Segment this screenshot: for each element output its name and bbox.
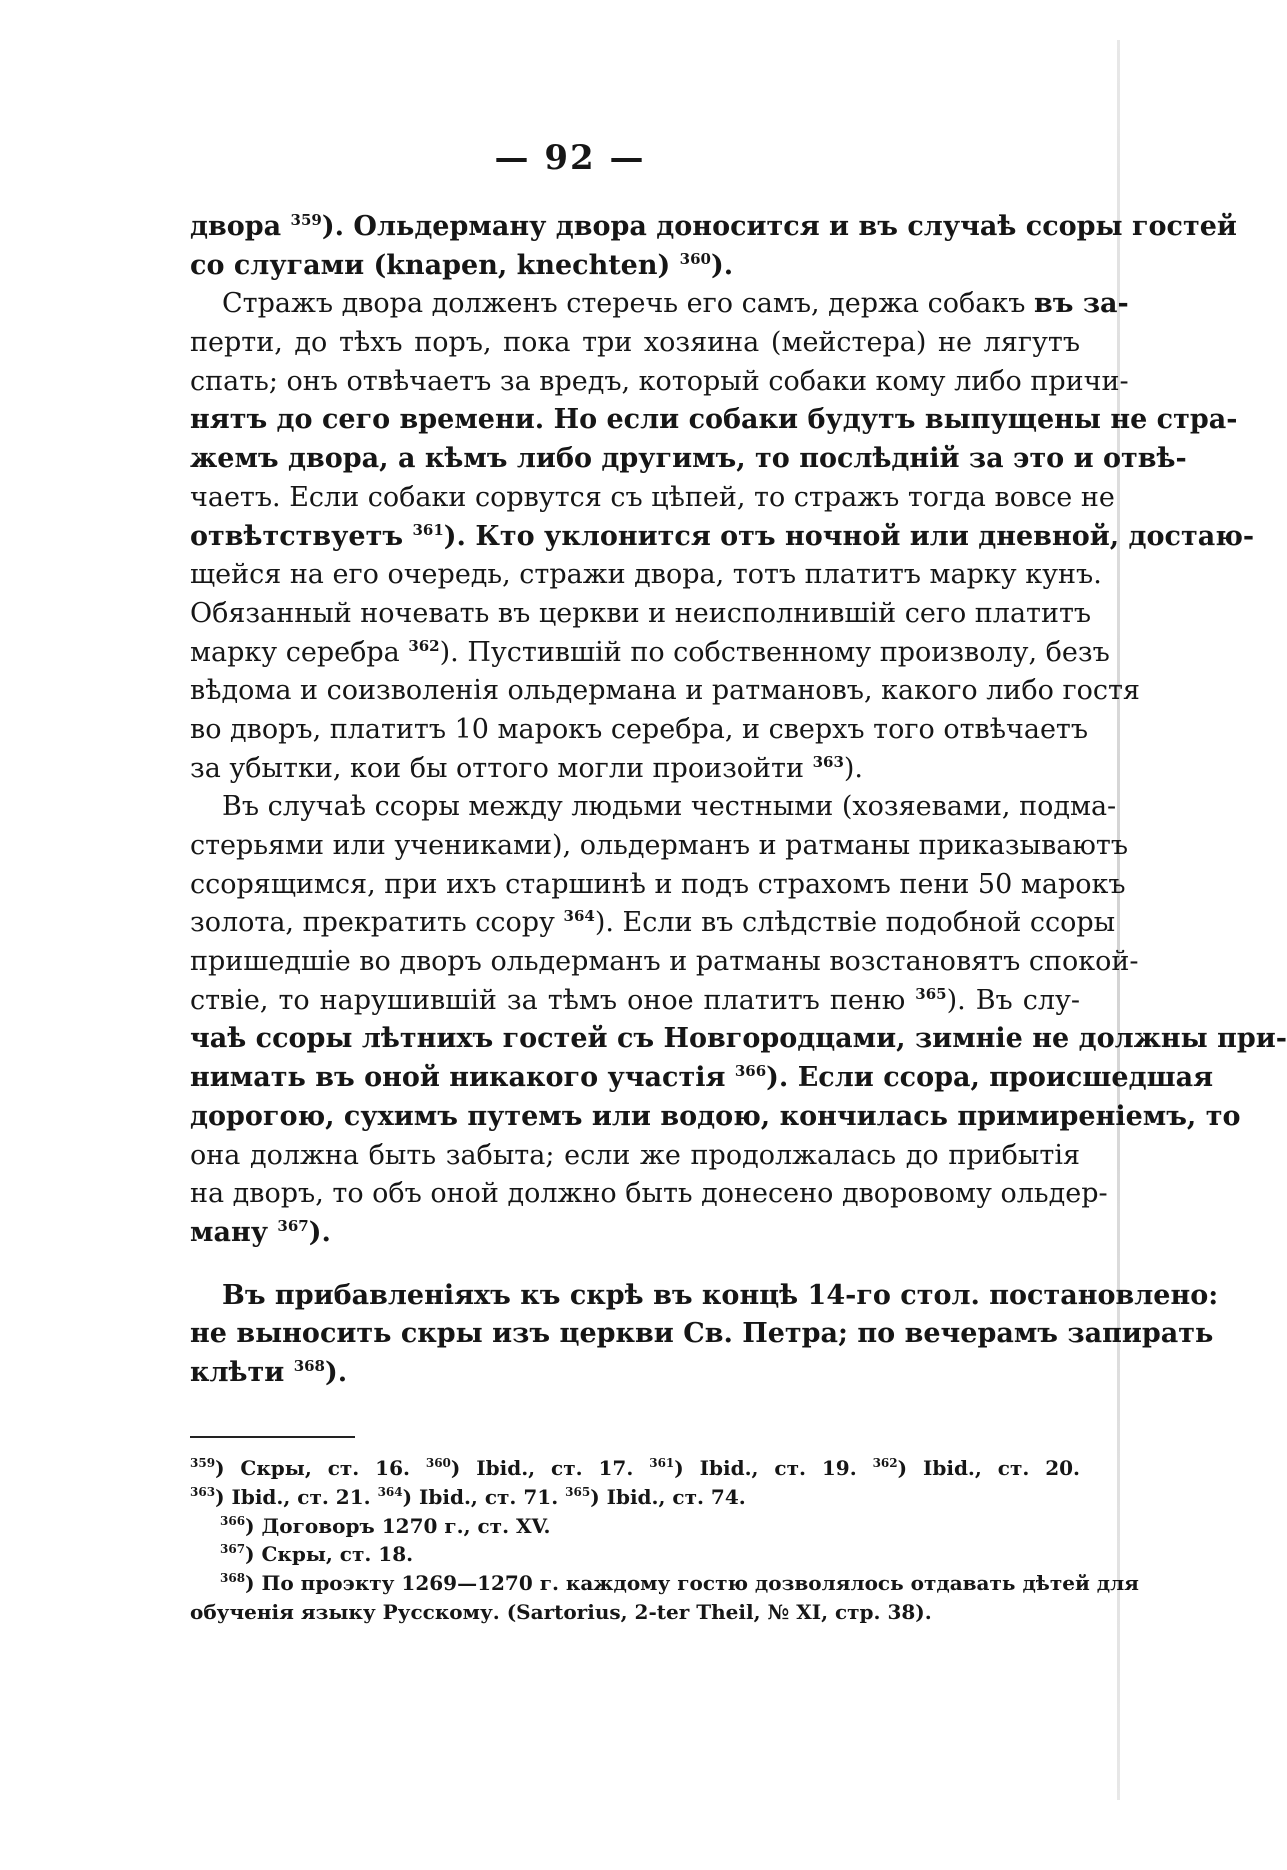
text-segment: ссорящимся, при ихъ старшинѣ и подъ страхомъ пени 50 марокъ xyxy=(190,868,1126,900)
text-line xyxy=(190,1020,1287,1059)
footnote-marker: 364 xyxy=(563,907,595,926)
text-segment: въ за- xyxy=(1033,288,1129,320)
footnote-marker: 363 xyxy=(812,752,844,771)
text-segment: ). xyxy=(308,1216,331,1248)
footnote-marker: 367 xyxy=(277,1216,309,1235)
text-line xyxy=(190,943,1139,982)
text-line xyxy=(190,904,1116,943)
footnote-marker: 361 xyxy=(412,520,444,539)
text-segment: жемъ двора, а кѣмъ либо другимъ, то послѣдній за это и отвѣ- xyxy=(190,443,1187,475)
text-line xyxy=(190,1214,1080,1253)
text-line xyxy=(190,1315,1214,1354)
text-line xyxy=(190,595,1092,634)
text-line xyxy=(190,556,1102,595)
text-segment: чаѣ ссоры лѣтнихъ гостей съ Новгородцами, зимніе не должны при- xyxy=(190,1023,1287,1055)
footnote-marker: 360 xyxy=(679,249,711,268)
text-line xyxy=(190,1098,1241,1137)
text-line xyxy=(190,324,1080,363)
footnote-marker: 359 xyxy=(290,211,322,229)
text-line xyxy=(190,1137,1080,1176)
text-segment: ) Ibid., ст. 71. xyxy=(402,1484,566,1509)
text-segment: Обязанный ночевать въ церкви и неисполнившій сего платитъ xyxy=(190,597,1092,629)
text-segment: ) Ibid., ст. 19. xyxy=(674,1456,873,1480)
text-line xyxy=(190,1175,1108,1214)
text-segment: ) Договоръ 1270 г., ст. XV. xyxy=(245,1513,551,1538)
page-number: — 92 — xyxy=(494,138,646,178)
footnote-marker: 365 xyxy=(915,984,947,1003)
paragraph-gap xyxy=(190,1253,1080,1277)
footnote-divider xyxy=(190,1436,355,1438)
footnote-marker: 359 xyxy=(190,1456,216,1470)
text-segment: ). Если ссора, происшедшая xyxy=(766,1062,1214,1094)
text-segment: вѣдома и соизволенія ольдермана и ратмановъ, какого либо гостя xyxy=(190,675,1140,707)
text-segment: ) Скры, ст. 16. xyxy=(215,1456,426,1480)
footnote-marker: 364 xyxy=(377,1484,403,1499)
text-segment: ). Если въ слѣдствіе подобной ссоры xyxy=(594,907,1116,939)
text-segment: на дворъ, то объ оной должно быть донесено дворовому ольдер- xyxy=(190,1178,1108,1210)
text-segment: стерьями или учениками), ольдерманъ и ратманы приказываютъ xyxy=(190,830,1129,861)
footnote-marker: 368 xyxy=(293,1356,325,1375)
text-line xyxy=(190,750,1080,789)
text-segment: отвѣтствуетъ xyxy=(190,520,413,552)
text-segment: клѣти xyxy=(190,1356,294,1388)
footnote-marker: 360 xyxy=(425,1456,451,1470)
footnote-marker: 366 xyxy=(734,1062,767,1081)
text-segment: перти, до тѣхъ поръ, пока три хозяина (мейстера) не лягутъ xyxy=(190,327,1080,359)
text-segment: ) Ibid., ст. 21. xyxy=(215,1484,378,1509)
footnote-line xyxy=(190,1512,1080,1541)
text-segment: ). Въ слу- xyxy=(946,984,1080,1016)
text-line xyxy=(190,440,1187,479)
text-segment: нимать въ оной никакого участія xyxy=(190,1062,735,1094)
text-segment: марку серебра xyxy=(190,636,409,668)
text-segment: Въ случаѣ ссоры между людьми честными (хозяевами, подма- xyxy=(222,791,1117,823)
footnote-line xyxy=(190,1598,1080,1627)
text-segment: за убытки, кои бы оттого могли произойти xyxy=(190,752,813,784)
text-segment: золота, прекратить ссору xyxy=(190,907,564,939)
text-segment: чаетъ. Если собаки сорвутся съ цѣпей, то стражъ тогда вовсе не xyxy=(190,481,1115,513)
text-line xyxy=(190,711,1089,750)
footnotes xyxy=(190,1454,1139,1627)
text-segment: щейся на его очередь, стражи двора, тотъ платитъ марку кунъ. xyxy=(190,559,1102,591)
text-segment: ману xyxy=(190,1216,278,1248)
footnote-line xyxy=(190,1569,1139,1598)
text-segment: двора xyxy=(190,211,291,242)
text-line xyxy=(190,1277,1219,1316)
text-line xyxy=(190,363,1129,402)
text-line xyxy=(190,982,1080,1021)
footnote-marker: 366 xyxy=(220,1513,246,1528)
text-line xyxy=(190,401,1238,440)
text-segment: ). Кто уклонится отъ ночной или дневной, достаю- xyxy=(443,520,1255,552)
text-line xyxy=(190,208,1237,247)
footnote-marker: 361 xyxy=(649,1456,675,1470)
footnote-marker: 363 xyxy=(190,1484,216,1499)
text-segment: ) Скры, ст. 18. xyxy=(245,1542,414,1567)
text-segment: Стражъ двора долженъ стеречь его самъ, держа собакъ xyxy=(222,288,1034,320)
text-segment: ) По проэкту 1269—1270 г. каждому гостю дозволялось отдавать дѣтей для xyxy=(245,1571,1139,1596)
footnote-marker: 362 xyxy=(872,1456,898,1470)
footnote-marker: 362 xyxy=(408,636,440,655)
text-line xyxy=(190,672,1140,711)
footnote-marker: 367 xyxy=(220,1542,246,1557)
text-segment: ). xyxy=(325,1356,348,1388)
text-line xyxy=(190,788,1117,827)
text-segment: ). Ольдерману двора доносится и въ случаѣ ссоры гостей xyxy=(321,211,1237,242)
text-segment: во дворъ, платитъ 10 марокъ серебра, и сверхъ того отвѣчаетъ xyxy=(190,713,1089,745)
text-segment: обученія языку Русскому. (Sartorius, 2-ter Theil, № XI, стр. 38). xyxy=(190,1599,932,1624)
text-segment: дорогою, сухимъ путемъ или водою, кончилась примиреніемъ, то xyxy=(190,1100,1241,1132)
text-segment: ). Пустившій по собственному произволу, безъ xyxy=(439,636,1110,668)
text-segment: Въ прибавленіяхъ къ скрѣ въ концѣ 14-го стол. постановлено: xyxy=(222,1279,1219,1311)
text-segment: со слугами (knapen, knechten) xyxy=(190,249,680,281)
text-segment: ). xyxy=(710,249,734,281)
text-segment: нятъ до сего времени. Но если собаки будутъ выпущены не стра- xyxy=(190,404,1238,436)
text-segment: спать; онъ отвѣчаетъ за вредъ, который собаки кому либо причи- xyxy=(190,365,1129,397)
text-line xyxy=(190,1354,1080,1393)
text-segment: она должна быть забыта; если же продолжалась до прибытія xyxy=(190,1139,1080,1171)
text-line xyxy=(190,827,1129,866)
footnote-marker: 365 xyxy=(565,1484,591,1499)
text-segment: пришедшіе во дворъ ольдерманъ и ратманы возстановятъ спокой- xyxy=(190,946,1139,978)
footnote-marker: 368 xyxy=(220,1571,246,1586)
text-line xyxy=(190,866,1126,905)
body-text xyxy=(190,208,1287,1393)
text-line xyxy=(190,634,1110,673)
text-segment: ). xyxy=(843,752,864,784)
text-segment: ) Ibid., ст. 74. xyxy=(590,1484,746,1509)
text-segment: ) Ibid., ст. 20. xyxy=(897,1456,1081,1480)
text-segment: ) Ibid., ст. 17. xyxy=(450,1456,650,1480)
text-segment: не выносить скры изъ церкви Св. Петра; по вечерамъ запирать xyxy=(190,1318,1214,1350)
footnote-line xyxy=(190,1540,1080,1569)
footnote-line xyxy=(190,1483,1080,1512)
text-line xyxy=(190,518,1255,557)
text-line xyxy=(190,1059,1214,1098)
text-line xyxy=(190,247,1080,286)
text-segment: ствіе, то нарушившій за тѣмъ оное платитъ пеню xyxy=(190,984,916,1016)
text-line xyxy=(190,285,1129,324)
text-line xyxy=(190,479,1115,518)
footnote-line xyxy=(190,1454,1080,1483)
